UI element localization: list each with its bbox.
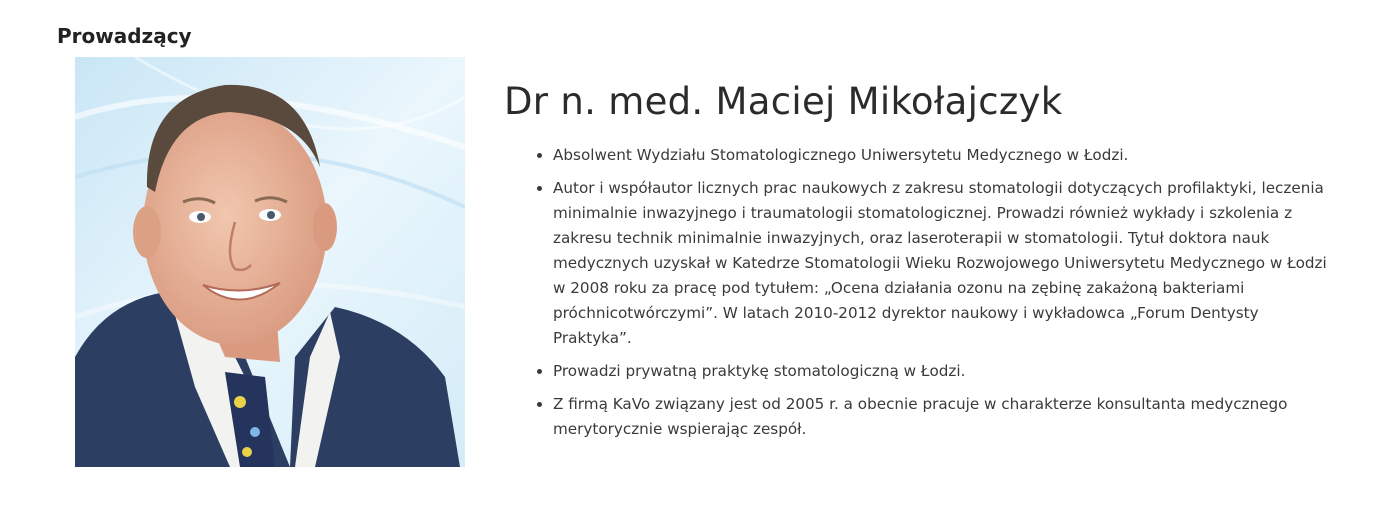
bio-list-item: • Z firmą KaVo związany jest od 2005 r. a obecnie pracuje w charakterze konsultanta medycznego merytorycznie wspierając zespół. [553,392,1334,442]
section-heading: Prowadzący [57,24,192,48]
bio-list-item: • Autor i współautor licznych prac naukowych z zakresu stomatologii dotyczących profilaktyki, leczenia minimalnie inwazyjnego i traumatologii stomatologicznej. Prowadzi również wykłady i szkolenia z zakresu technik minimalnie inwazyjnych, oraz laseroterapii w stomatologii. Tytuł doktora nauk medycznych uzyskał w Katedrze Stomatologii Wieku Rozwojowego Uniwersytetu Medycznego w Łodzi w 2008 roku za pracę pod tytułem: „Ocena działania ozonu na zębinę zakażoną bakteriami próchnicotwórczymi”. W latach 2010-2012 dyrektor naukowy i wykładowca „Forum Dentysty Praktyka”. [553,176,1334,351]
bio-list [504,143,1334,442]
bio-list-item: • Absolwent Wydziału Stomatologicznego Uniwersytetu Medycznego w Łodzi. [553,143,1334,168]
lecturer-photo [75,57,465,467]
lecturer-name: Dr n. med. Maciej Mikołajczyk [504,80,1063,123]
bio-list-item: • Prowadzi prywatną praktykę stomatologiczną w Łodzi. [553,359,1334,384]
lecturer-bio [504,78,1334,450]
